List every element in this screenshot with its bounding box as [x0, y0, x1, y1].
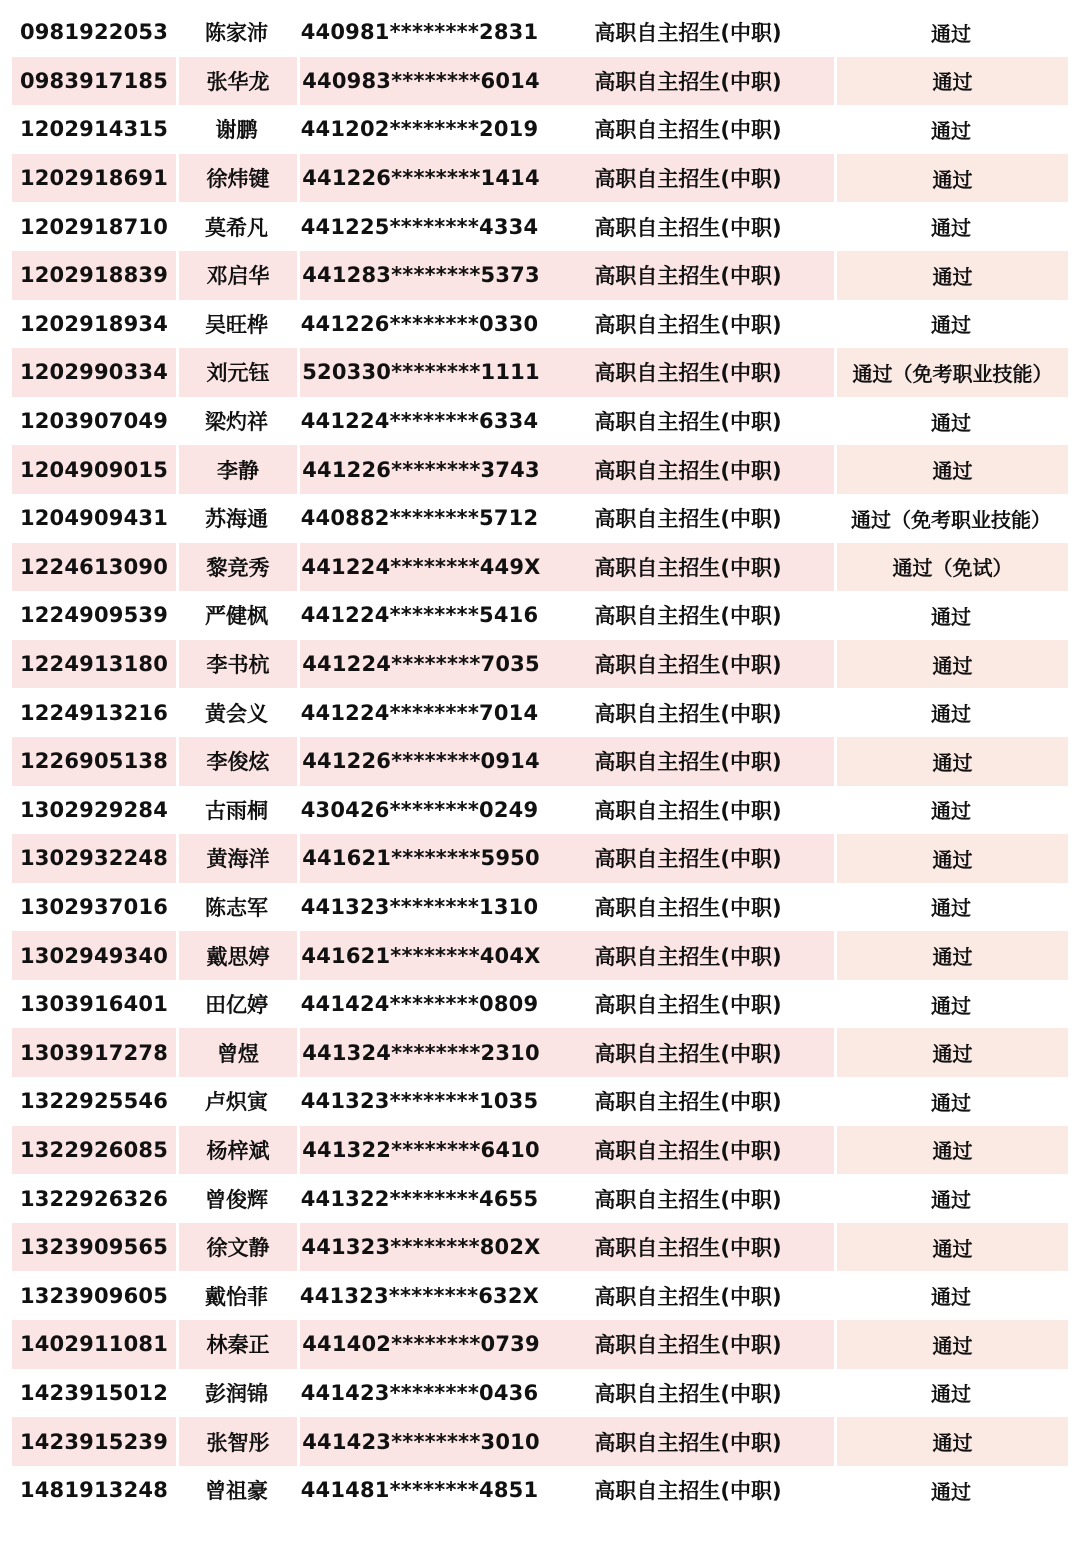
cell-result: 通过: [931, 1188, 971, 1213]
cell-result: 通过: [931, 118, 971, 143]
cell-result: 通过（免考职业技能）: [851, 507, 1051, 532]
table-row: [12, 1223, 1068, 1272]
cell-name: 李俊炫: [176, 737, 297, 786]
cell-name: 刘元钰: [176, 348, 297, 397]
cell-result: 通过: [834, 834, 1068, 883]
table-row: [12, 1466, 1068, 1515]
cell-result: 通过: [834, 1126, 1068, 1175]
cell-name: 张华龙: [176, 57, 297, 106]
cell-name: 杨梓斌: [176, 1126, 297, 1175]
table-row: [12, 154, 1068, 203]
cell-result: 通过: [931, 1479, 971, 1504]
cell-admission-type: 高职自主招生(中职): [542, 154, 834, 203]
cell-id-card: 441283********5373: [297, 251, 542, 300]
cell-result: 通过: [931, 896, 971, 921]
cell-admission-type: 高职自主招生(中职): [594, 1381, 782, 1406]
table-row: [12, 251, 1068, 300]
table-row: [12, 348, 1068, 397]
table-row: [12, 1126, 1068, 1175]
cell-exam-number: 1202914315: [19, 117, 169, 142]
cell-name: 卢炽寅: [205, 1090, 268, 1115]
cell-result: 通过: [834, 1223, 1068, 1272]
cell-result: 通过（免试）: [834, 543, 1068, 592]
cell-id-card: 441224********449X: [297, 543, 542, 592]
cell-result: 通过: [931, 410, 971, 435]
cell-id-card: 441202********2019: [300, 117, 539, 142]
cell-result: 通过: [931, 993, 971, 1018]
cell-name: 黎竞秀: [176, 543, 297, 592]
cell-result: 通过: [834, 251, 1068, 300]
cell-admission-type: 高职自主招生(中职): [542, 57, 834, 106]
cell-id-card: 441323********1310: [300, 894, 539, 919]
cell-exam-number: 1202918691: [12, 154, 176, 203]
cell-id-card: 441621********5950: [297, 834, 542, 883]
cell-exam-number: 1203907049: [19, 409, 169, 434]
cell-exam-number: 1202918710: [19, 214, 169, 239]
table-row: [12, 834, 1068, 883]
cell-exam-number: 1202990334: [12, 348, 176, 397]
cell-exam-number: 1303917278: [12, 1028, 176, 1077]
cell-id-card: 441224********6334: [300, 409, 539, 434]
table-row: [12, 57, 1068, 106]
cell-exam-number: 1302949340: [12, 931, 176, 980]
table-row: [12, 980, 1068, 1029]
cell-id-card: 441481********4851: [300, 1478, 539, 1503]
cell-id-card: 441423********0436: [300, 1380, 539, 1405]
cell-id-card: 441621********404X: [297, 931, 542, 980]
cell-exam-number: 1302932248: [12, 834, 176, 883]
cell-exam-number: 1322926326: [19, 1186, 169, 1211]
cell-admission-type: 高职自主招生(中职): [594, 215, 782, 240]
cell-admission-type: 高职自主招生(中职): [542, 931, 834, 980]
cell-result: 通过: [931, 21, 971, 46]
cell-name: 陈家沛: [205, 21, 268, 46]
cell-admission-type: 高职自主招生(中职): [542, 640, 834, 689]
cell-result: 通过: [834, 931, 1068, 980]
table-row: [12, 786, 1068, 835]
cell-id-card: 441224********5416: [300, 603, 539, 628]
cell-admission-type: 高职自主招生(中职): [594, 312, 782, 337]
cell-name: 黄海洋: [176, 834, 297, 883]
cell-admission-type: 高职自主招生(中职): [542, 445, 834, 494]
cell-exam-number: 1302929284: [19, 797, 169, 822]
cell-id-card: 441323********1035: [300, 1089, 539, 1114]
cell-name: 戴思婷: [176, 931, 297, 980]
cell-exam-number: 0983917185: [12, 57, 176, 106]
cell-result: 通过: [931, 702, 971, 727]
cell-admission-type: 高职自主招生(中职): [542, 1320, 834, 1369]
cell-id-card: 441424********0809: [300, 992, 539, 1017]
cell-exam-number: 1202918934: [19, 311, 169, 336]
cell-id-card: 440983********6014: [297, 57, 542, 106]
cell-result: 通过: [834, 640, 1068, 689]
cell-admission-type: 高职自主招生(中职): [594, 118, 782, 143]
cell-name: 林秦正: [176, 1320, 297, 1369]
cell-id-card: 430426********0249: [300, 797, 539, 822]
cell-id-card: 441423********3010: [297, 1417, 542, 1466]
cell-result: 通过（免考职业技能）: [834, 348, 1068, 397]
cell-exam-number: 1204909431: [19, 506, 169, 531]
table-row: [12, 1417, 1068, 1466]
cell-name: 陈志军: [205, 895, 268, 920]
cell-admission-type: 高职自主招生(中职): [542, 543, 834, 592]
cell-id-card: 441226********0914: [297, 737, 542, 786]
cell-name: 曾祖豪: [205, 1479, 268, 1504]
cell-exam-number: 1402911081: [12, 1320, 176, 1369]
table-row: [12, 105, 1068, 154]
cell-exam-number: 1481913248: [19, 1478, 169, 1503]
cell-name: 吴旺桦: [205, 312, 268, 337]
table-row: [12, 591, 1068, 640]
cell-result: 通过: [834, 1320, 1068, 1369]
cell-id-card: 441322********6410: [297, 1126, 542, 1175]
cell-admission-type: 高职自主招生(中职): [594, 701, 782, 726]
cell-exam-number: 1226905138: [12, 737, 176, 786]
cell-admission-type: 高职自主招生(中职): [594, 507, 782, 532]
cell-id-card: 441226********0330: [300, 311, 539, 336]
table-row: [12, 931, 1068, 980]
table-row: [12, 494, 1068, 543]
cell-admission-type: 高职自主招生(中职): [542, 834, 834, 883]
cell-id-card: 441323********802X: [297, 1223, 542, 1272]
cell-admission-type: 高职自主招生(中职): [594, 410, 782, 435]
cell-exam-number: 1204909015: [12, 445, 176, 494]
cell-exam-number: 1224913216: [19, 700, 169, 725]
cell-id-card: 441226********1414: [297, 154, 542, 203]
cell-name: 彭润锦: [205, 1381, 268, 1406]
cell-exam-number: 1224613090: [12, 543, 176, 592]
cell-result: 通过: [834, 1417, 1068, 1466]
cell-exam-number: 0981922053: [19, 20, 169, 45]
cell-name: 邓启华: [176, 251, 297, 300]
table-row: [12, 300, 1068, 349]
cell-result: 通过: [931, 604, 971, 629]
cell-id-card: 441323********632X: [299, 1283, 540, 1308]
cell-exam-number: 1322926085: [12, 1126, 176, 1175]
cell-id-card: 440882********5712: [300, 506, 539, 531]
cell-admission-type: 高职自主招生(中职): [542, 251, 834, 300]
table-row: [12, 1320, 1068, 1369]
cell-admission-type: 高职自主招生(中职): [542, 1417, 834, 1466]
table-row: [12, 1369, 1068, 1418]
cell-id-card: 441224********7014: [300, 700, 539, 725]
cell-name: 古雨桐: [205, 798, 268, 823]
table-row: [12, 445, 1068, 494]
cell-result: 通过: [834, 445, 1068, 494]
table-row: [12, 1174, 1068, 1223]
cell-name: 徐炜键: [176, 154, 297, 203]
cell-admission-type: 高职自主招生(中职): [594, 895, 782, 920]
cell-admission-type: 高职自主招生(中职): [594, 1090, 782, 1115]
table-row: [12, 883, 1068, 932]
cell-result: 通过: [931, 1090, 971, 1115]
cell-name: 曾俊辉: [205, 1187, 268, 1212]
cell-id-card: 440981********2831: [300, 20, 539, 45]
cell-name: 李书杭: [176, 640, 297, 689]
cell-name: 张智彤: [176, 1417, 297, 1466]
cell-result: 通过: [834, 1028, 1068, 1077]
cell-exam-number: 1224909539: [19, 603, 169, 628]
cell-result: 通过: [931, 313, 971, 338]
cell-exam-number: 1423915012: [19, 1380, 169, 1405]
table-row: [12, 543, 1068, 592]
cell-name: 曾煜: [176, 1028, 297, 1077]
cell-admission-type: 高职自主招生(中职): [594, 604, 782, 629]
cell-result: 通过: [931, 799, 971, 824]
cell-exam-number: 1302937016: [19, 894, 169, 919]
table-row: [12, 1271, 1068, 1320]
cell-exam-number: 1303916401: [19, 992, 169, 1017]
cell-exam-number: 1323909565: [12, 1223, 176, 1272]
cell-name: 苏海通: [205, 507, 268, 532]
table-row: [12, 1077, 1068, 1126]
cell-admission-type: 高职自主招生(中职): [594, 21, 782, 46]
cell-name: 田亿婷: [205, 993, 268, 1018]
cell-admission-type: 高职自主招生(中职): [542, 348, 834, 397]
table-row: [12, 688, 1068, 737]
cell-name: 李静: [176, 445, 297, 494]
table-row: [12, 202, 1068, 251]
cell-id-card: 441226********3743: [297, 445, 542, 494]
cell-exam-number: 1323909605: [19, 1283, 169, 1308]
cell-admission-type: 高职自主招生(中职): [594, 1284, 782, 1309]
results-table: [12, 8, 1068, 1514]
cell-exam-number: 1322925546: [19, 1089, 169, 1114]
cell-name: 戴怡菲: [205, 1284, 268, 1309]
cell-exam-number: 1423915239: [12, 1417, 176, 1466]
cell-result: 通过: [931, 1382, 971, 1407]
cell-id-card: 441322********4655: [300, 1186, 539, 1211]
cell-name: 徐文静: [176, 1223, 297, 1272]
table-row: [12, 640, 1068, 689]
cell-admission-type: 高职自主招生(中职): [594, 993, 782, 1018]
table-row: [12, 1028, 1068, 1077]
cell-name: 莫希凡: [205, 215, 268, 240]
cell-result: 通过: [834, 737, 1068, 786]
cell-id-card: 441402********0739: [297, 1320, 542, 1369]
cell-admission-type: 高职自主招生(中职): [542, 1223, 834, 1272]
cell-result: 通过: [834, 154, 1068, 203]
cell-id-card: 441225********4334: [300, 214, 539, 239]
table-row: [12, 397, 1068, 446]
cell-admission-type: 高职自主招生(中职): [542, 1126, 834, 1175]
cell-admission-type: 高职自主招生(中职): [594, 1479, 782, 1504]
cell-id-card: 441324********2310: [297, 1028, 542, 1077]
cell-name: 谢鹏: [215, 118, 258, 143]
cell-admission-type: 高职自主招生(中职): [542, 1028, 834, 1077]
cell-id-card: 441224********7035: [297, 640, 542, 689]
cell-result: 通过: [931, 1285, 971, 1310]
cell-name: 严健枫: [205, 604, 268, 629]
table-row: [12, 737, 1068, 786]
cell-id-card: 520330********1111: [297, 348, 542, 397]
cell-exam-number: 1202918839: [12, 251, 176, 300]
cell-name: 梁灼祥: [205, 410, 268, 435]
table-row: [12, 8, 1068, 57]
cell-admission-type: 高职自主招生(中职): [594, 798, 782, 823]
cell-admission-type: 高职自主招生(中职): [594, 1187, 782, 1212]
cell-result: 通过: [931, 216, 971, 241]
cell-name: 黄会义: [205, 701, 268, 726]
cell-result: 通过: [834, 57, 1068, 106]
cell-admission-type: 高职自主招生(中职): [542, 737, 834, 786]
cell-exam-number: 1224913180: [12, 640, 176, 689]
